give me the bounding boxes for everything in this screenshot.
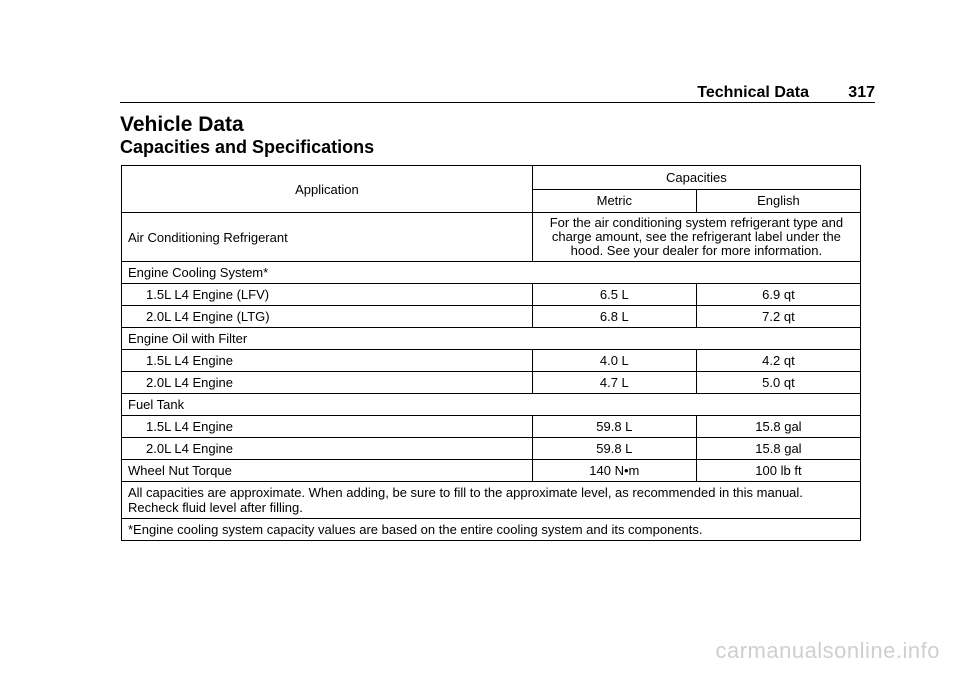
capacities-table <box>121 165 861 541</box>
table-row-wheel-nut <box>122 460 861 482</box>
table-note-row <box>122 482 861 519</box>
row-label: 2.0L L4 Engine <box>122 372 533 394</box>
row-metric: 6.5 L <box>532 284 696 306</box>
table-row <box>122 438 861 460</box>
running-head <box>120 84 875 102</box>
row-english: 7.2 qt <box>696 306 860 328</box>
table-row-oil-group <box>122 328 861 350</box>
header-metric: Metric <box>532 189 696 213</box>
oil-label: Engine Oil with Filter <box>122 328 861 350</box>
note-cooling: *Engine cooling system capacity values are based on the entire cooling system and its components. <box>122 519 861 541</box>
header-english: English <box>696 189 860 213</box>
table-header-row <box>122 166 861 190</box>
row-label: 2.0L L4 Engine (LTG) <box>122 306 533 328</box>
header-rule <box>120 102 875 103</box>
row-metric: 59.8 L <box>532 416 696 438</box>
table-row <box>122 416 861 438</box>
row-english: 6.9 qt <box>696 284 860 306</box>
watermark: carmanualsonline.info <box>715 638 940 663</box>
row-metric: 6.8 L <box>532 306 696 328</box>
fuel-label: Fuel Tank <box>122 394 861 416</box>
header-capacities: Capacities <box>532 166 860 190</box>
table-row <box>122 350 861 372</box>
row-label: 1.5L L4 Engine (LFV) <box>122 284 533 306</box>
wheel-nut-metric: 140 N•m <box>532 460 696 482</box>
section-title: Technical Data <box>697 84 809 101</box>
row-english: 5.0 qt <box>696 372 860 394</box>
row-metric: 4.0 L <box>532 350 696 372</box>
row-english: 4.2 qt <box>696 350 860 372</box>
row-metric: 59.8 L <box>532 438 696 460</box>
table-row <box>122 372 861 394</box>
table-row <box>122 284 861 306</box>
table-note-row <box>122 519 861 541</box>
row-english: 15.8 gal <box>696 416 860 438</box>
heading-capacities: Capacities and Specifications <box>120 137 375 157</box>
wheel-nut-label: Wheel Nut Torque <box>122 460 533 482</box>
heading-vehicle-data: Vehicle Data <box>120 113 244 136</box>
cooling-label: Engine Cooling System* <box>122 262 861 284</box>
wheel-nut-english: 100 lb ft <box>696 460 860 482</box>
header-application: Application <box>122 166 533 213</box>
ac-label: Air Conditioning Refrigerant <box>122 213 533 262</box>
row-label: 1.5L L4 Engine <box>122 350 533 372</box>
row-english: 15.8 gal <box>696 438 860 460</box>
table-row-fuel-group <box>122 394 861 416</box>
ac-text: For the air conditioning system refrigerant type and charge amount, see the refrigerant label under the hood. See your dealer for more information. <box>532 213 860 262</box>
row-metric: 4.7 L <box>532 372 696 394</box>
table-row-cooling-group <box>122 262 861 284</box>
row-label: 2.0L L4 Engine <box>122 438 533 460</box>
page-number: 317 <box>848 84 875 101</box>
table-row-ac <box>122 213 861 262</box>
note-approximate: All capacities are approximate. When adding, be sure to fill to the approximate level, as recommended in this manual. Recheck fluid level after filling. <box>122 482 861 519</box>
row-label: 1.5L L4 Engine <box>122 416 533 438</box>
table-row <box>122 306 861 328</box>
